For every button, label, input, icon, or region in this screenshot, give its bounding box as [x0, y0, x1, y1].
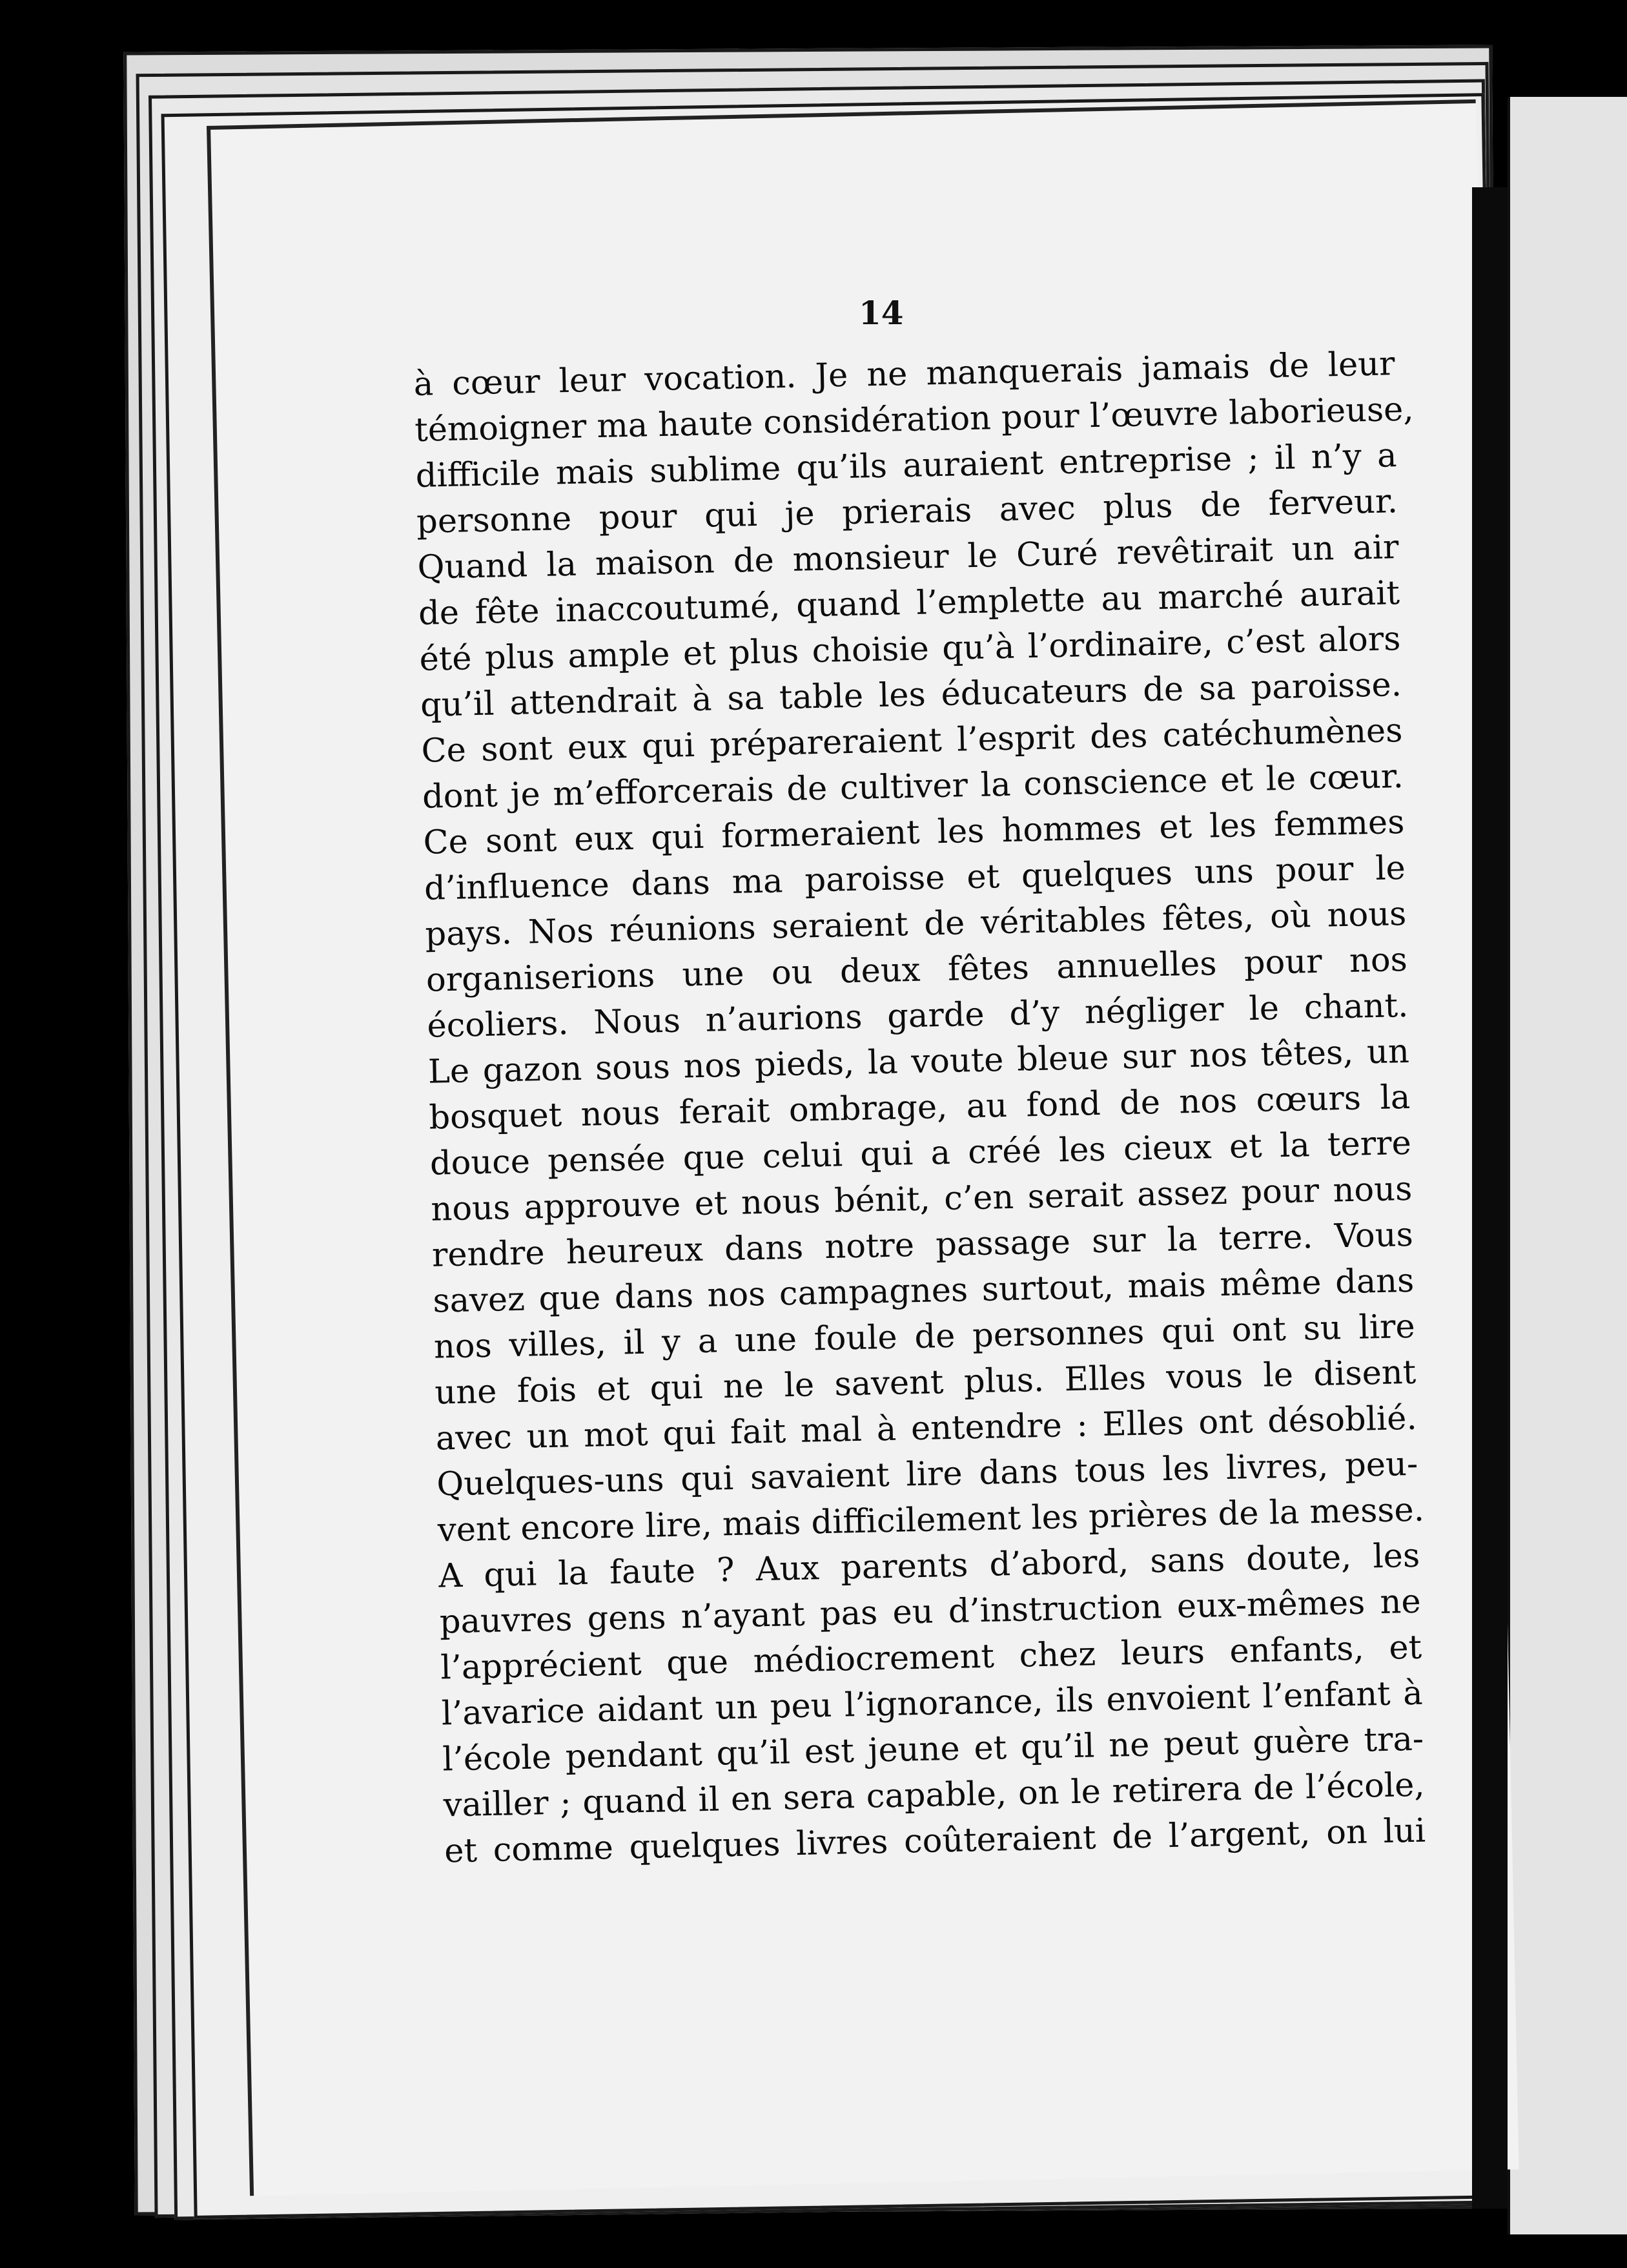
- text-line: et comme quelques livres coûteraient de l’argent, on lui: [444, 1811, 1426, 1871]
- text-line: pauvres gens n’ayant pas eu d’instruction eux-mêmes ne: [439, 1582, 1422, 1642]
- text-line: personne pour qui je prierais avec plus de ferveur.: [416, 482, 1398, 541]
- text-line: l’école pendant qu’il est jeune et qu’il ne peut guère tra-: [442, 1720, 1424, 1779]
- text-line: bosquet nous ferait ombrage, au fond de nos cœurs la: [428, 1078, 1411, 1137]
- text-line: pays. Nos réunions seraient de véritables fêtes, où nous: [424, 894, 1407, 954]
- text-line: Le gazon sous nos pieds, la voute bleue sur nos têtes, un: [427, 1032, 1410, 1091]
- text-line: dont je m’efforcerais de cultiver la conscience et le cœur.: [422, 758, 1404, 816]
- text-line: Ce sont eux qui formeraient les hommes et les femmes: [422, 803, 1405, 862]
- text-line: de fête inaccoutumé, quand l’emplette au marché aurait: [418, 574, 1400, 633]
- body-text: [413, 341, 1426, 1874]
- text-line: nos villes, il y a une foule de personnes qui ont su lire: [433, 1307, 1416, 1366]
- text-line: Quelques-uns qui savaient lire dans tous les livres, peu-: [436, 1445, 1418, 1504]
- text-line: vailler ; quand il en sera capable, on le retirera de l’école,: [443, 1766, 1426, 1825]
- text-line: l’apprécient que médiocrement chez leurs enfants, et: [440, 1628, 1422, 1687]
- text-line: organiserions une ou deux fêtes annuelles pour nos: [425, 940, 1408, 1000]
- page-number: 14: [859, 294, 904, 332]
- text-line: difficile mais sublime qu’ils auraient entreprise ; il n’y a: [415, 437, 1398, 495]
- text-line: A qui la faute ? Aux parents d’abord, sans doute, les: [438, 1536, 1420, 1596]
- text-line: été plus ample et plus choisie qu’à l’ordinaire, c’est alors: [419, 620, 1401, 679]
- text-line: à cœur leur vocation. Je ne manquerais jamais de leur: [413, 345, 1396, 404]
- facing-page-edge: [1508, 97, 1627, 2234]
- text-line: savez que dans nos campagnes surtout, mais même dans: [432, 1261, 1415, 1321]
- text-line: vent encore lire, mais difficilement les prières de la messe.: [437, 1490, 1425, 1550]
- text-line: écoliers. Nous n’aurions garde d’y négliger le chant.: [426, 986, 1409, 1046]
- text-line: nous approuve et nous bénit, c’en serait assez pour nous: [430, 1170, 1413, 1229]
- text-line: avec un mot qui fait mal à entendre : Elles ont désoblié.: [435, 1399, 1418, 1458]
- text-line: une fois et qui ne le savent plus. Elles vous le disent: [434, 1353, 1417, 1412]
- text-line: l’avarice aidant un peu l’ignorance, ils envoient l’enfant à: [441, 1674, 1424, 1733]
- torn-binding-edge: [1472, 187, 1508, 2209]
- text-line: Ce sont eux qui prépareraient l’esprit des catéchumènes: [421, 712, 1403, 770]
- text-line: d’influence dans ma paroisse et quelques uns pour le: [424, 849, 1406, 908]
- text-line: qu’il attendrait à sa table les éducateurs de sa paroisse.: [420, 666, 1402, 725]
- text-line: Quand la maison de monsieur le Curé revêtirait un air: [417, 528, 1399, 587]
- text-line: douce pensée que celui qui a créé les cieux et la terre: [429, 1124, 1412, 1183]
- text-line: rendre heureux dans notre passage sur la terre. Vous: [431, 1215, 1414, 1275]
- text-line: témoigner ma haute considération pour l’œuvre laborieuse,: [414, 390, 1415, 449]
